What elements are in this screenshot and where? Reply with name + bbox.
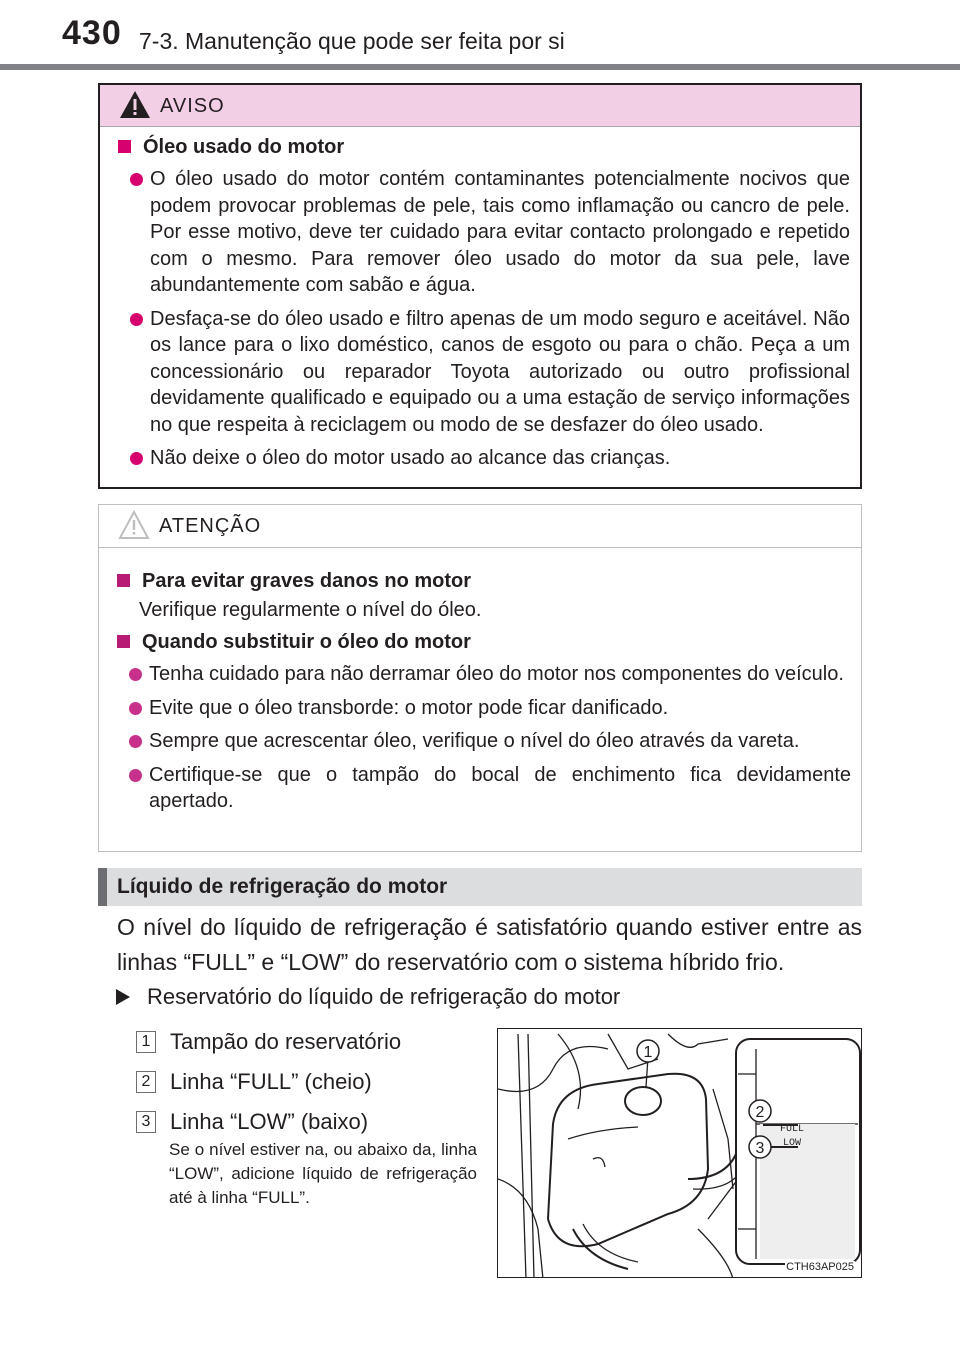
square-bullet-icon	[117, 635, 130, 648]
arrow-right-icon	[116, 989, 130, 1005]
caution-triangle-icon	[117, 509, 151, 541]
callout-list	[136, 1022, 401, 1142]
warning-heading	[116, 132, 850, 162]
warning-bullet-text: O óleo usado do motor contém contaminantes potencialmente nocivos que podem provocar problemas de pele, tais como inflamação ou cancro de pele. Por esse motivo, deve ter cuidado para evitar contacto prolongado e repetido com o mesmo. Para remover óleo usado do motor da sua pele, lave abundantemente com sabão e água.	[150, 168, 850, 296]
coolant-reservoir-illustration	[497, 1028, 862, 1278]
callout-item	[136, 1062, 401, 1102]
warning-triangle-icon	[118, 89, 152, 121]
callout-number: 1	[136, 1031, 156, 1053]
engine-bay-drawing	[498, 1029, 862, 1278]
page-number: 430	[62, 14, 122, 52]
caution-heading-text: Quando substituir o óleo do motor	[142, 631, 471, 653]
caution-bullet	[129, 762, 851, 815]
caution-text: Verifique regularmente o nível do óleo.	[139, 599, 482, 621]
warning-bullet	[130, 166, 850, 299]
marker-2: 2	[755, 1104, 765, 1121]
callout-number: 3	[136, 1111, 156, 1133]
coolant-intro: O nível do líquido de refrigeração é satisfatório quando estiver entre as linhas “FULL” e “LOW” do reservatório com o sistema híbrido frio.	[117, 914, 862, 975]
dot-bullet-icon	[129, 769, 142, 782]
caution-header	[99, 505, 861, 548]
callout-number: 2	[136, 1071, 156, 1093]
caution-bullet	[129, 661, 851, 688]
callout-label: Tampão do reservatório	[170, 1029, 402, 1054]
square-bullet-icon	[117, 574, 130, 587]
dot-bullet-icon	[130, 313, 143, 326]
caution-heading	[115, 566, 851, 596]
warning-label: AVISO	[160, 95, 225, 117]
coolant-subheading	[116, 984, 620, 1010]
callout-item	[136, 1102, 401, 1142]
caution-heading-text: Para evitar graves danos no motor	[142, 570, 472, 592]
warning-header	[100, 85, 860, 127]
dot-bullet-icon	[130, 173, 143, 186]
caution-bullet	[129, 695, 851, 722]
warning-bullet	[130, 306, 850, 439]
caution-bullet-text: Sempre que acrescentar óleo, verifique o nível do óleo através da vareta.	[149, 730, 800, 752]
callout-label: Linha “LOW” (baixo)	[170, 1109, 369, 1134]
warning-box	[98, 83, 862, 489]
page-header	[0, 0, 960, 70]
tank-low-label: LOW	[783, 1138, 802, 1149]
caution-bullet	[129, 728, 851, 755]
dot-bullet-icon	[129, 668, 142, 681]
coolant-note: Se o nível estiver na, ou abaixo da, linha “LOW”, adicione líquido de refrigeração até à linha “FULL”.	[169, 1140, 477, 1207]
caution-box	[98, 504, 862, 852]
caution-heading	[115, 627, 851, 657]
warning-bullet-text: Não deixe o óleo do motor usado ao alcance das crianças.	[150, 447, 671, 469]
section-title: 7-3. Manutenção que pode ser feita por si	[139, 28, 565, 54]
callout-label: Linha “FULL” (cheio)	[170, 1069, 372, 1094]
coolant-section-title: Líquido de refrigeração do motor	[117, 875, 448, 898]
tank-full-label: FULL	[780, 1124, 805, 1135]
marker-1: 1	[643, 1044, 653, 1061]
marker-3: 3	[755, 1140, 765, 1157]
warning-heading-text: Óleo usado do motor	[143, 136, 345, 158]
section-accent-bar	[98, 868, 107, 906]
warning-bullet-text: Desfaça-se do óleo usado e filtro apenas de um modo seguro e aceitável. Não os lance para o lixo doméstico, canos de esgoto ou para o chão. Peça a um concessionário ou reparador Toyota autorizado ou outro profissional devidamente qualificado e equipado ou a uma estação de serviço informações no que respeita à reciclagem ou modo de se desfazer do óleo usado.	[150, 307, 850, 436]
dot-bullet-icon	[130, 452, 143, 465]
caution-bullet-text: Evite que o óleo transborde: o motor pode ficar danificado.	[149, 696, 669, 719]
header-rule	[0, 64, 960, 70]
callout-item	[136, 1022, 401, 1062]
caution-bullet-text: Tenha cuidado para não derramar óleo do motor nos componentes do veículo.	[149, 663, 844, 685]
caution-label: ATENÇÃO	[159, 515, 262, 537]
coolant-section-header	[98, 868, 862, 906]
figure-code: CTH63AP025	[786, 1261, 854, 1273]
coolant-subheading-text: Reservatório do líquido de refrigeração do motor	[147, 984, 621, 1009]
caution-bullet-text: Certifique-se que o tampão do bocal de enchimento fica devidamente apertado.	[149, 763, 851, 812]
warning-bullet	[130, 445, 850, 472]
square-bullet-icon	[118, 140, 131, 153]
dot-bullet-icon	[129, 735, 142, 748]
dot-bullet-icon	[129, 702, 142, 715]
